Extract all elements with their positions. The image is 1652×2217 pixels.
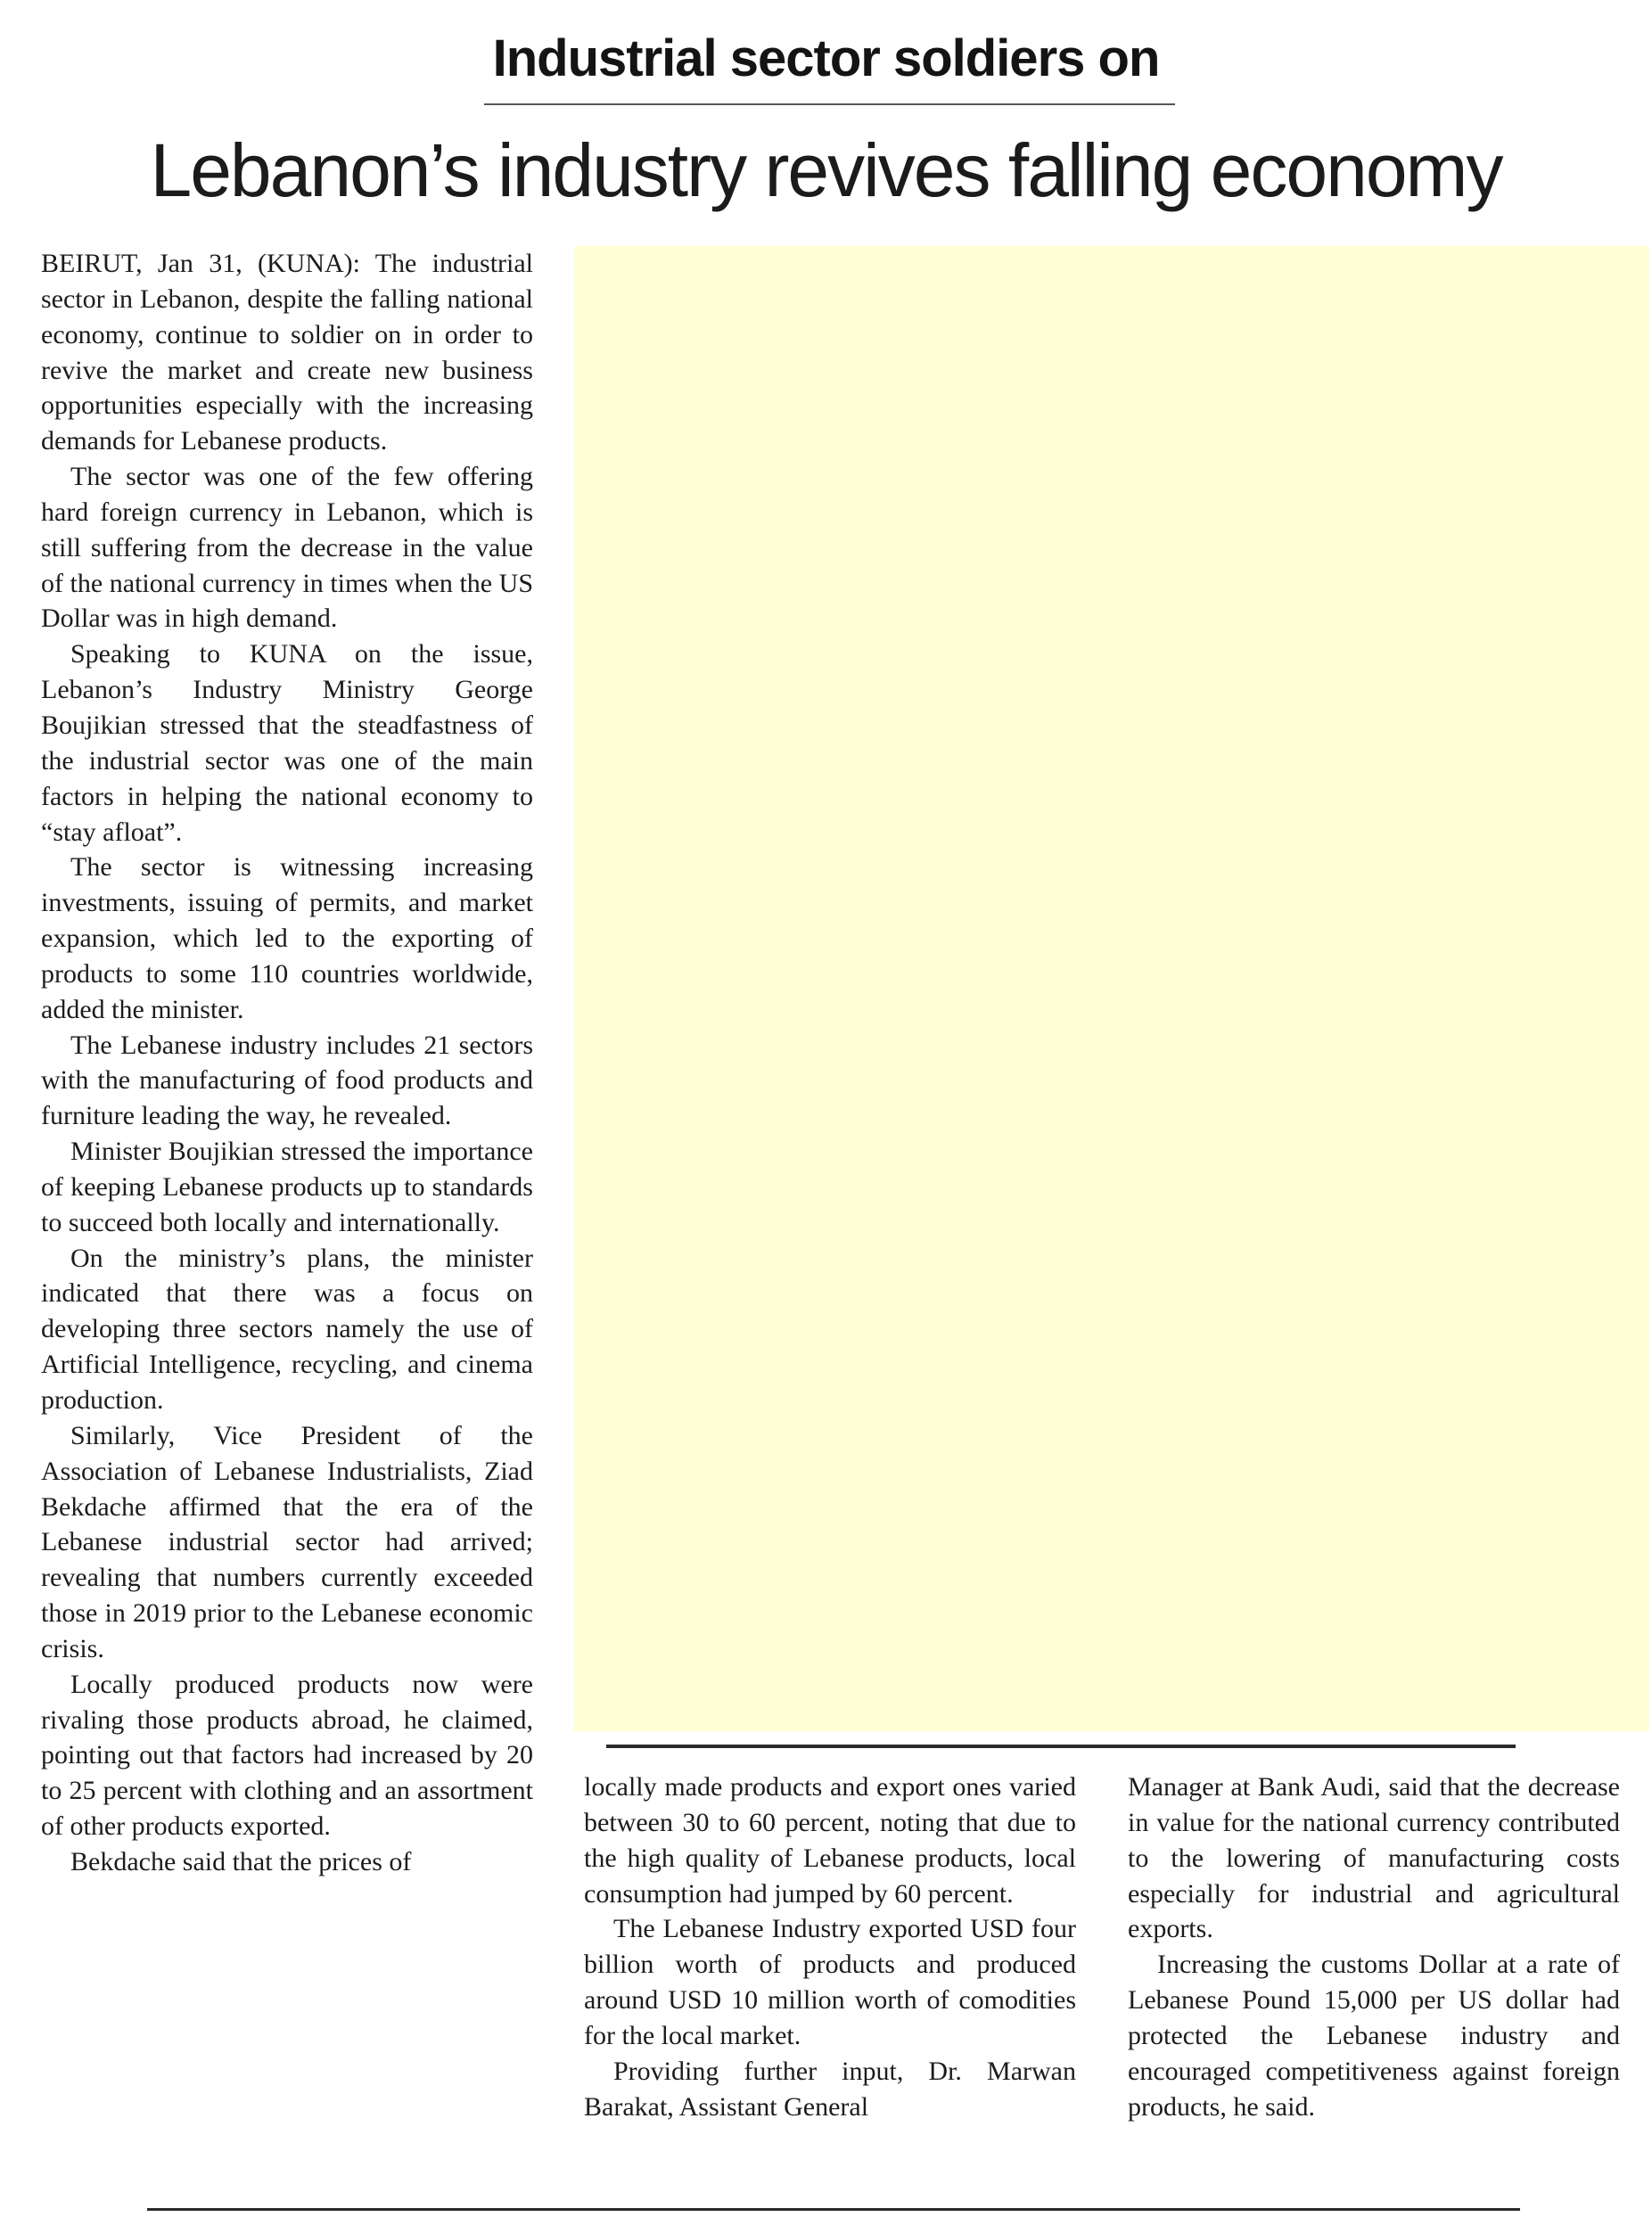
paragraph: The Lebanese Industry exported USD four billion worth of products and produced around USD 10 million worth of comodities for the local market. <box>584 1914 1076 2050</box>
article-headline: Lebanon’s industry revives falling economy <box>150 128 1502 212</box>
article-column-3 <box>1128 1769 1620 2124</box>
paragraph: The Lebanese industry includes 21 sectors with the manufacturing of food products and furniture leading the way, he revealed. <box>41 1030 533 1131</box>
paragraph: Minister Boujikian stressed the importance of keeping Lebanese products up to standards to succeed both locally and internationally. <box>41 1137 533 1237</box>
paragraph: The sector was one of the few offering hard foreign currency in Lebanon, which is still suffering from the decrease in the value of the national currency in times when the US Dollar was in high demand. <box>41 462 533 634</box>
photo-placeholder <box>574 246 1649 1731</box>
paragraph: Manager at Bank Audi, said that the decrease in value for the national currency contributed to the lowering of manufacturing costs especially for industrial and agricultural exports. <box>1128 1772 1620 1944</box>
paragraph: locally made products and export ones varied between 30 to 60 percent, noting that due to the high quality of Lebanese products, local consumption had jumped by 60 percent. <box>584 1772 1076 1909</box>
article-column-1 <box>41 246 533 1880</box>
paragraph: Speaking to KUNA on the issue, Lebanon’s Industry Ministry George Boujikian stressed that the steadfastness of the industrial sector was one of the main factors in helping the national economy to “stay afloat”. <box>41 639 533 847</box>
paragraph: Providing further input, Dr. Marwan Barakat, Assistant General <box>584 2056 1076 2122</box>
page-bottom-rule <box>147 2208 1520 2211</box>
kicker-divider <box>484 103 1175 105</box>
paragraph: Similarly, Vice President of the Association of Lebanese Industrialists, Ziad Bekdache affirmed that the era of the Lebanese industrial sector had arrived; revealing that numbers currently exceeded those in 2019 prior to the Lebanese economic crisis. <box>41 1420 533 1663</box>
paragraph: Locally produced products now were rivaling those products abroad, he claimed, pointing out that factors had increased by 20 to 25 percent with clothing and an assortment of other products exported. <box>41 1669 533 1842</box>
paragraph: The sector is witnessing increasing investments, issuing of permits, and market expansion, which led to the exporting of products to some 110 countries worldwide, added the minister. <box>41 852 533 1024</box>
paragraph: Bekdache said that the prices of <box>70 1846 412 1876</box>
photo-bottom-rule <box>606 1745 1516 1748</box>
article-kicker: Industrial sector soldiers on <box>492 29 1160 87</box>
paragraph-dateline: BEIRUT, Jan 31, (KUNA): The industrial sector in Lebanon, despite the falling national economy, continue to soldier on in order to revive the market and create new business opportunities especially with the increasing demands for Lebanese products. <box>41 249 533 456</box>
paragraph: Increasing the customs Dollar at a rate of Lebanese Pound 15,000 per US dollar had protected the Lebanese industry and encouraged competitiveness against foreign products, he said. <box>1128 1950 1620 2122</box>
article-column-2 <box>584 1769 1076 2124</box>
paragraph: On the ministry’s plans, the minister indicated that there was a focus on developing three sectors namely the use of Artificial Intelligence, recycling, and cinema production. <box>41 1243 533 1415</box>
